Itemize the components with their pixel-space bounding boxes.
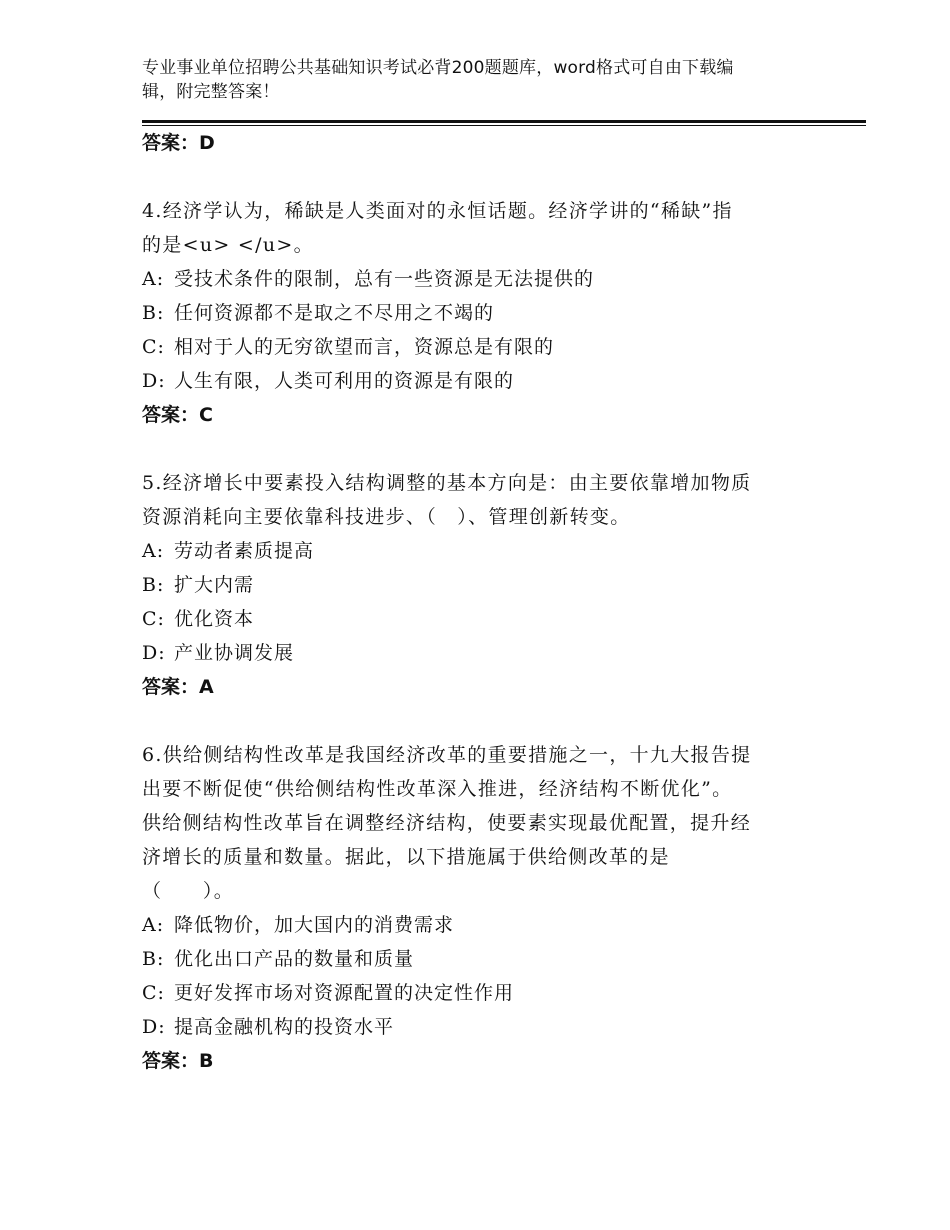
- option-text: 产业协调发展: [174, 642, 295, 664]
- question-line: 4.经济学认为，稀缺是人类面对的永恒话题。经济学讲的“稀缺”指: [142, 200, 733, 222]
- option-text: 优化出口产品的数量和质量: [174, 948, 415, 970]
- header-rule-thick: [142, 120, 866, 123]
- question-line: 资源消耗向主要依靠科技进步、（ ）、管理创新转变。: [142, 506, 631, 528]
- document-header: [142, 56, 792, 104]
- option-d: [142, 1010, 802, 1044]
- option-text: 相对于人的无穷欲望而言，资源总是有限的: [174, 336, 555, 358]
- question-line: 5.经济增长中要素投入结构调整的基本方向是：由主要依靠增加物质: [142, 472, 752, 494]
- option-label: D:: [142, 642, 166, 664]
- document-body: [142, 126, 802, 1078]
- option-label: A:: [142, 268, 165, 290]
- option-b: [142, 568, 802, 602]
- option-a: [142, 534, 802, 568]
- option-d: [142, 636, 802, 670]
- option-b: [142, 942, 802, 976]
- option-d: [142, 364, 802, 398]
- question-line: 出要不断促使“供给侧结构性改革深入推进，经济结构不断优化”。: [142, 778, 733, 800]
- option-label: B:: [142, 948, 165, 970]
- previous-answer: 答案：D: [142, 132, 215, 154]
- option-a: [142, 262, 802, 296]
- option-label: C:: [142, 982, 165, 1004]
- option-text: 受技术条件的限制，总有一些资源是无法提供的: [174, 268, 595, 290]
- option-text: 提高金融机构的投资水平: [174, 1016, 395, 1038]
- option-label: A:: [142, 914, 165, 936]
- option-label: C:: [142, 336, 165, 358]
- question-line: （ ）。: [142, 880, 235, 902]
- question-line: 的是<u> </u>。: [142, 234, 314, 256]
- question-line: 济增长的质量和数量。据此，以下措施属于供给侧改革的是: [142, 846, 670, 868]
- option-text: 任何资源都不是取之不尽用之不竭的: [174, 302, 495, 324]
- option-c: [142, 330, 802, 364]
- option-c: [142, 976, 802, 1010]
- question-line: 供给侧结构性改革旨在调整经济结构，使要素实现最优配置，提升经: [142, 812, 752, 834]
- option-text: 降低物价，加大国内的消费需求: [174, 914, 455, 936]
- option-a: [142, 908, 802, 942]
- answer: 答案：A: [142, 676, 214, 698]
- option-text: 扩大内需: [174, 574, 255, 596]
- question-text: [142, 194, 802, 262]
- question-block: [142, 738, 802, 1078]
- question-block: [142, 194, 802, 432]
- option-text: 更好发挥市场对资源配置的决定性作用: [174, 982, 515, 1004]
- option-label: B:: [142, 574, 165, 596]
- option-text: 人生有限，人类可利用的资源是有限的: [174, 370, 515, 392]
- question-line: 6.供给侧结构性改革是我国经济改革的重要措施之一，十九大报告提: [142, 744, 752, 766]
- option-label: C:: [142, 608, 165, 630]
- spacer: [142, 160, 802, 194]
- question-text: [142, 738, 802, 908]
- option-label: B:: [142, 302, 165, 324]
- option-text: 劳动者素质提高: [174, 540, 315, 562]
- option-label: D:: [142, 370, 166, 392]
- option-label: D:: [142, 1016, 166, 1038]
- header-line-1: 专业事业单位招聘公共基础知识考试必背200题题库，word格式可自由下载编: [142, 58, 734, 78]
- spacer: [142, 704, 802, 738]
- question-block: [142, 466, 802, 704]
- header-line-2: 辑，附完整答案！: [142, 82, 280, 102]
- option-label: A:: [142, 540, 165, 562]
- answer: 答案：C: [142, 404, 213, 426]
- spacer: [142, 432, 802, 466]
- option-c: [142, 602, 802, 636]
- option-b: [142, 296, 802, 330]
- question-text: [142, 466, 802, 534]
- option-text: 优化资本: [174, 608, 255, 630]
- answer: 答案：B: [142, 1050, 214, 1072]
